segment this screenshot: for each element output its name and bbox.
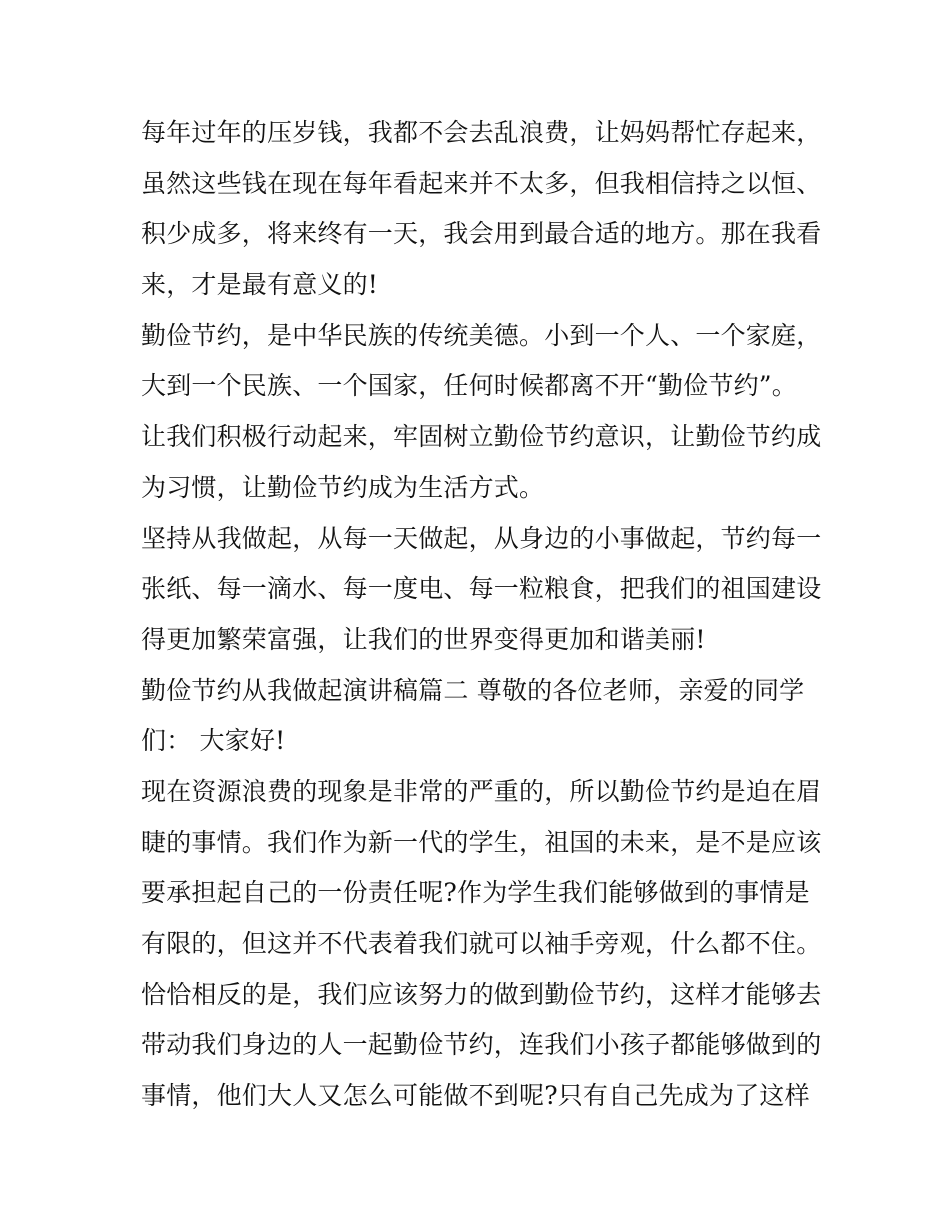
text-line: 积少成多，将来终有一天，我会用到最合适的地方。那在我看: [141, 219, 822, 249]
text-line: 来，才是最有意义的!: [141, 270, 379, 300]
text-line: 虽然这些钱在现在每年看起来并不太多，但我相信持之以恒、: [141, 168, 822, 198]
text-line: 有限的，但这并不代表着我们就可以袖手旁观，什么都不住。: [141, 929, 822, 958]
text-line: 让我们积极行动起来，牢固树立勤俭节约意识，让勤俭节约成: [141, 422, 822, 452]
text-line: 大到一个民族、一个国家，任何时候都离不开“勤俭节约”。: [141, 371, 797, 401]
text-line: 张纸、每一滴水、每一度电、每一粒粮食，把我们的祖国建设: [141, 574, 822, 604]
text-line: 睫的事情。我们作为新一代的学生，祖国的未来，是不是应该: [141, 827, 822, 857]
text-line: 要承担起自己的一份责任呢?作为学生我们能够做到的事情是: [141, 878, 810, 908]
text-line: 事情，他们大人又怎么可能做不到呢?只有自己先成为了这样: [141, 1081, 810, 1111]
text-line: 们： 大家好!: [141, 726, 286, 756]
text-line: 勤俭节约，是中华民族的传统美德。小到一个人、一个家庭，: [141, 320, 822, 350]
text-line: 恰恰相反的是，我们应该努力的做到勤俭节约，这样才能够去: [141, 979, 822, 1009]
text-line: 坚持从我做起，从每一天做起，从身边的小事做起，节约每一: [141, 523, 822, 553]
text-line: 每年过年的压岁钱，我都不会去乱浪费，让妈妈帮忙存起来，: [141, 118, 822, 147]
text-line: 勤俭节约从我做起演讲稿篇二 尊敬的各位老师，亲爱的同学: [141, 675, 805, 705]
text-line: 为习惯，让勤俭节约成为生活方式。: [141, 472, 545, 502]
text-line: 带动我们身边的人一起勤俭节约，连我们小孩子都能够做到的: [141, 1030, 822, 1060]
text-line: 得更加繁荣富强，让我们的世界变得更加和谐美丽!: [141, 624, 706, 654]
text-line: 现在资源浪费的现象是非常的严重的，所以勤俭节约是迫在眉: [141, 776, 822, 806]
document-body: [141, 108, 821, 1122]
